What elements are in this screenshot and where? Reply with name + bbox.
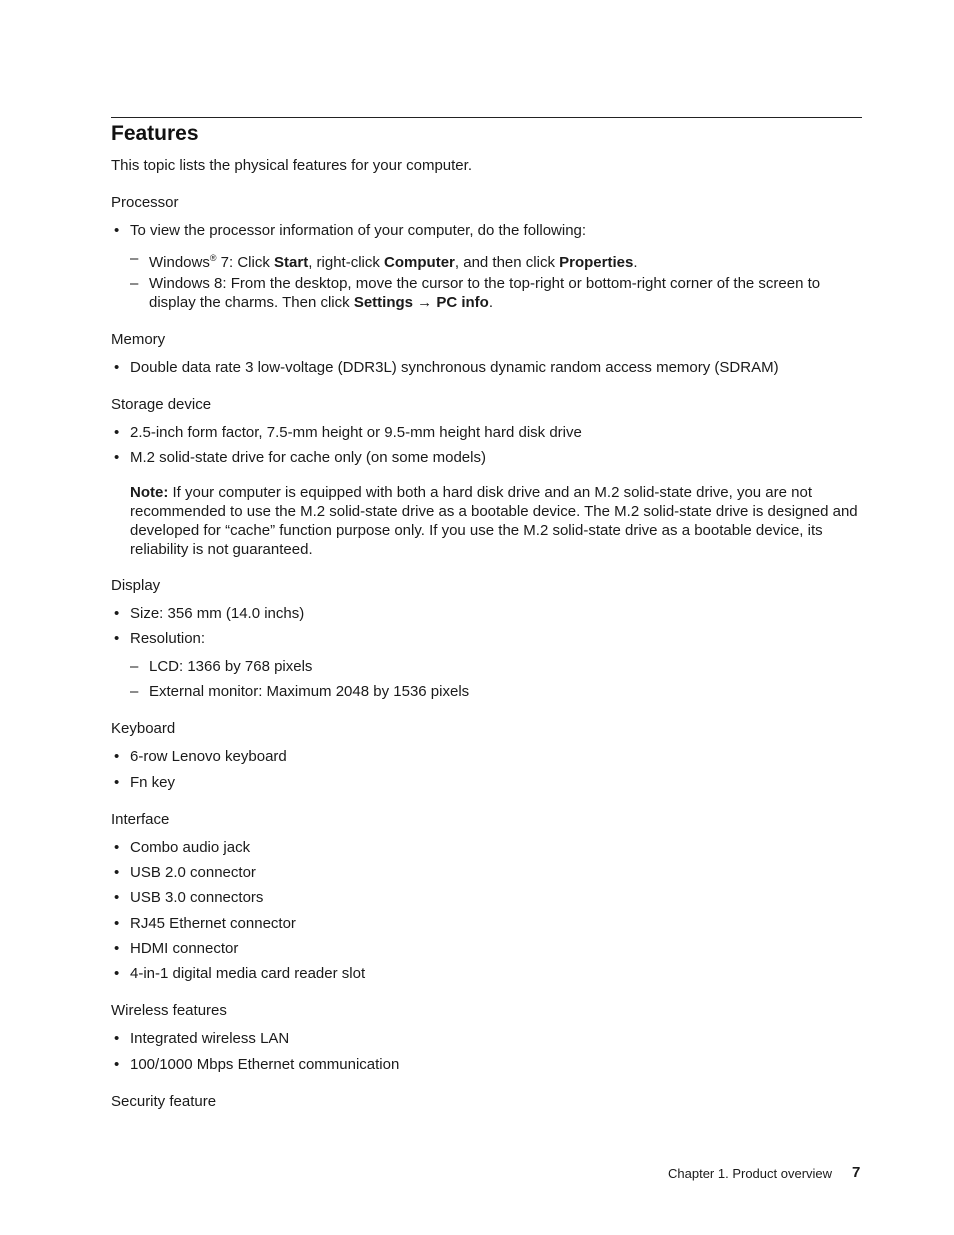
note-label: Note:	[130, 484, 169, 501]
computer-label: Computer	[384, 254, 455, 271]
interface-item: Combo audio jack	[130, 839, 251, 856]
arrow-icon: →	[417, 294, 433, 311]
pc-info-label: PC info	[436, 294, 489, 311]
security-heading: Security feature	[111, 1093, 217, 1110]
wireless-item: 100/1000 Mbps Ethernet communication	[130, 1056, 400, 1073]
manual-page	[111, 0, 862, 1235]
bullet-glyph: •	[114, 915, 120, 932]
bullet-glyph: •	[114, 605, 120, 622]
bullet-glyph: •	[114, 222, 120, 239]
interface-item: USB 3.0 connectors	[130, 889, 264, 906]
bullet-glyph: •	[114, 889, 120, 906]
display-item: Size: 356 mm (14.0 inchs)	[130, 605, 305, 622]
bullet-glyph: •	[114, 839, 120, 856]
memory-item: Double data rate 3 low-voltage (DDR3L) synchronous dynamic random access memory (SDRAM)	[130, 359, 779, 376]
display-heading: Display	[111, 577, 161, 594]
storage-heading: Storage device	[111, 396, 212, 413]
display-subitem: LCD: 1366 by 768 pixels	[149, 658, 313, 675]
dash-glyph: –	[130, 250, 139, 267]
memory-heading: Memory	[111, 331, 166, 348]
wireless-heading: Wireless features	[111, 1002, 227, 1019]
bullet-glyph: •	[114, 359, 120, 376]
dash-glyph: –	[130, 683, 139, 700]
display-subitem: External monitor: Maximum 2048 by 1536 pixels	[149, 683, 470, 700]
page-title: Features	[111, 122, 199, 145]
bullet-glyph: •	[114, 1030, 120, 1047]
processor-windows8-step-line1: Windows 8: From the desktop, move the cursor to the top-right or bottom-right corner of the screen to	[149, 275, 821, 292]
intro-text: This topic lists the physical features for your computer.	[111, 157, 472, 174]
bullet-glyph: •	[114, 774, 120, 791]
dash-glyph: –	[130, 275, 139, 292]
processor-heading: Processor	[111, 194, 179, 211]
dash-glyph: –	[130, 658, 139, 675]
processor-windows8-step-line2: display the charms. Then click Settings → PC info.	[149, 294, 494, 311]
interface-item: 4-in-1 digital media card reader slot	[130, 965, 366, 982]
properties-label: Properties	[559, 254, 634, 271]
processor-windows7-step: Windows® 7: Click Start, right-click Computer, and then click Properties.	[149, 253, 638, 271]
note-text: If your computer is equipped with both a hard disk drive and an M.2 solid-state drive, you are not recommended to use the M.2 solid-state drive as a bootable device. The M.2 solid-state drive is designed and developed for “cache” function purpose only. If you use the M.2 solid-state drive as a bootable device, its reliability is not guaranteed.	[130, 484, 858, 558]
bullet-glyph: •	[114, 630, 120, 647]
start-label: Start	[274, 254, 309, 271]
wireless-item: Integrated wireless LAN	[130, 1030, 290, 1047]
keyboard-item: Fn key	[130, 774, 176, 791]
display-item: Resolution:	[130, 630, 206, 647]
interface-item: USB 2.0 connector	[130, 864, 256, 881]
bullet-glyph: •	[114, 940, 120, 957]
bullet-glyph: •	[114, 965, 120, 982]
bullet-glyph: •	[114, 424, 120, 441]
keyboard-item: 6-row Lenovo keyboard	[130, 748, 287, 765]
bullet-glyph: •	[114, 748, 120, 765]
processor-bullet: To view the processor information of your computer, do the following:	[130, 222, 587, 239]
interface-item: RJ45 Ethernet connector	[130, 915, 296, 932]
footer-chapter: Chapter 1. Product overview	[668, 1166, 833, 1181]
heading-rule	[111, 117, 862, 118]
storage-note	[130, 483, 862, 559]
settings-label: Settings	[353, 294, 413, 311]
page-number: 7	[852, 1164, 861, 1181]
interface-heading: Interface	[111, 811, 170, 828]
keyboard-heading: Keyboard	[111, 720, 176, 737]
storage-item: 2.5-inch form factor, 7.5-mm height or 9.5-mm height hard disk drive	[130, 424, 582, 441]
bullet-glyph: •	[114, 864, 120, 881]
interface-item: HDMI connector	[130, 940, 239, 957]
bullet-glyph: •	[114, 1056, 120, 1073]
bullet-glyph: •	[114, 449, 120, 466]
storage-item: M.2 solid-state drive for cache only (on some models)	[130, 449, 486, 466]
